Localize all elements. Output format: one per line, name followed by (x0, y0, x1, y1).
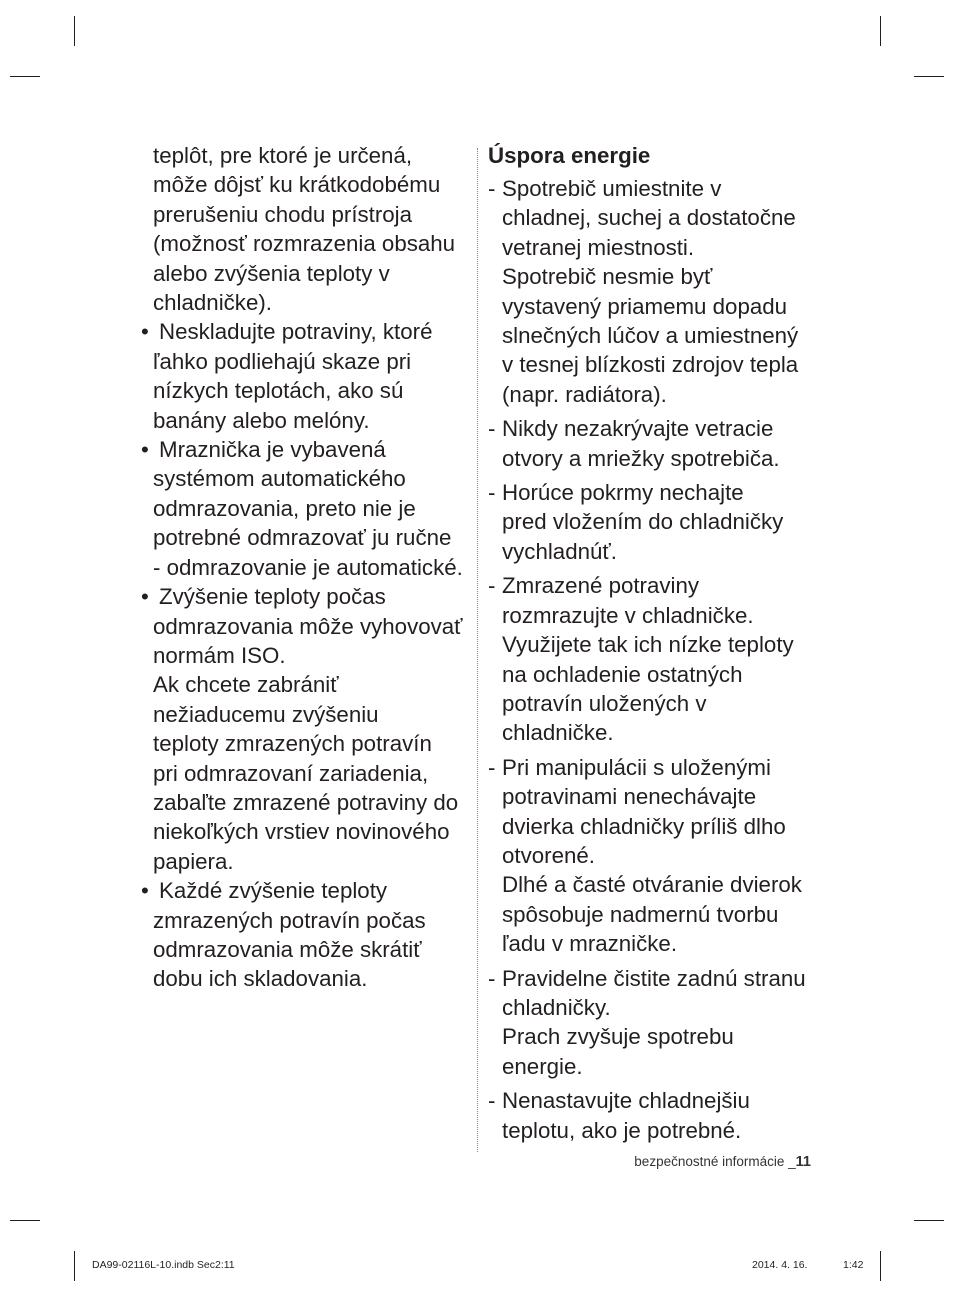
bullet-item (141, 317, 476, 435)
bullet-item (141, 435, 476, 582)
text-line: Pri manipulácii s uloženými (502, 754, 771, 780)
text-line: papiera. (153, 848, 234, 874)
text-line: teplotu, ako je potrebné. (502, 1117, 742, 1143)
text-line: ľahko podliehajú skaze pri (153, 348, 412, 374)
text-line: normám ISO. (153, 642, 286, 668)
text-line: Ak chcete zabrániť (153, 672, 339, 698)
text-line: odmrazovania môže vyhovovať (153, 613, 463, 639)
text-line: Využijete tak ich nízke teploty (502, 632, 794, 658)
dash-icon: - (488, 965, 496, 991)
text-line: na ochladenie ostatných (502, 661, 743, 687)
text-line: vychladnúť. (502, 538, 617, 564)
crop-mark-bottom-left (74, 1251, 75, 1281)
left-column (141, 141, 476, 994)
crop-mark-bottom-right (880, 1251, 881, 1281)
bullet-icon: • (141, 584, 149, 610)
text-line: Nenastavujte chladnejšiu (502, 1088, 750, 1114)
dash-item (488, 1086, 818, 1145)
text-line: slnečných lúčov a umiestnený (502, 323, 799, 349)
crop-mark-bottom-left-h (10, 1220, 40, 1221)
text-line: chladničky. (502, 994, 611, 1020)
slug-file: DA99-02116L-10.indb Sec2:11 (92, 1259, 235, 1271)
text-line: ľadu v mrazničke. (502, 931, 678, 957)
dash-icon: - (488, 754, 496, 780)
text-line: odmrazovania môže skrátiť (153, 936, 422, 962)
text-line: pri odmrazovaní zariadenia, (153, 760, 429, 786)
text-line: Spotrebič nesmie byť (502, 264, 713, 290)
text-line: Spotrebič umiestnite v (502, 176, 722, 201)
text-line: teplôt, pre ktoré je určená, (153, 143, 413, 168)
right-column (488, 141, 818, 1150)
text-line: Zmrazené potraviny (502, 573, 700, 599)
intro-paragraph (141, 141, 476, 317)
bullet-icon: • (141, 878, 149, 904)
text-line: potrebné odmrazovať ju ručne (153, 525, 452, 551)
crop-mark-bottom-right-h (914, 1220, 944, 1221)
text-line: vetranej miestnosti. (502, 234, 695, 260)
dash-icon: - (488, 176, 496, 201)
text-line: Neskladujte potraviny, ktoré (159, 319, 433, 345)
text-line: zmrazených potravín počas (153, 907, 426, 933)
dash-item (488, 478, 818, 566)
text-line: nízkych teplotách, ako sú (153, 378, 404, 404)
text-line: dobu ich skladovania. (153, 966, 368, 992)
text-line: teploty zmrazených potravín (153, 731, 432, 757)
text-line: (možnosť rozmrazenia obsahu (153, 231, 456, 257)
dash-icon: - (488, 573, 496, 599)
text-line: otvory a mriežky spotrebiča. (502, 445, 780, 471)
text-line: Prach zvyšuje spotrebu (502, 1024, 734, 1050)
text-line: odmrazovania, preto nie je (153, 495, 416, 521)
text-line: alebo zvýšenia teploty v (153, 260, 390, 286)
text-line: prerušeniu chodu prístroja (153, 201, 413, 227)
text-line: zabaľte zmrazené potraviny do (153, 789, 459, 815)
column-divider (477, 148, 478, 1152)
dash-item (488, 414, 818, 473)
text-line: potravinami nenechávajte (502, 784, 757, 810)
text-line: Zvýšenie teploty počas (159, 584, 386, 610)
text-line: pred vložením do chladničky (502, 509, 784, 535)
text-line: dvierka chladničky príliš dlho (502, 813, 786, 839)
crop-mark-top-right-h (914, 76, 944, 77)
text-line: môže dôjsť ku krátkodobému (153, 172, 441, 198)
dash-icon: - (488, 416, 496, 442)
text-line: v tesnej blízkosti zdrojov tepla (502, 352, 799, 378)
bullet-item (141, 582, 476, 876)
text-line: Mraznička je vybavená (159, 437, 386, 463)
text-line: otvorené. (502, 842, 595, 868)
dash-item (488, 174, 818, 409)
text-line: Pravidelne čistite zadnú stranu (502, 965, 806, 991)
text-line: nežiaducemu zvýšeniu (153, 701, 379, 727)
text-line: chladničke. (502, 720, 614, 746)
text-line: banány alebo melóny. (153, 407, 370, 433)
dash-item (488, 964, 818, 1082)
section-label: bezpečnostné informácie _ (634, 1154, 796, 1169)
text-line: chladničke). (153, 290, 272, 316)
dash-icon: - (488, 480, 496, 506)
text-line: energie. (502, 1053, 583, 1079)
crop-mark-top-left (74, 16, 75, 46)
text-line: potravín uložených v (502, 690, 707, 716)
text-line: rozmrazujte v chladničke. (502, 602, 754, 628)
bullet-item (141, 876, 476, 994)
text-line: systémom automatického (153, 466, 406, 492)
dash-icon: - (488, 1088, 496, 1114)
text-line: spôsobuje nadmernú tvorbu (502, 901, 779, 927)
dash-item (488, 571, 818, 747)
text-line: chladnej, suchej a dostatočne (502, 205, 796, 231)
bullet-icon: • (141, 437, 149, 463)
bullet-icon: • (141, 319, 149, 345)
text-line: Dlhé a časté otváranie dvierok (502, 872, 802, 898)
dash-item (488, 753, 818, 959)
crop-mark-top-left-h (10, 76, 40, 77)
section-heading: Úspora energie (488, 143, 651, 168)
page-footer (634, 1154, 811, 1170)
slug-date: 2014. 4. 16. (752, 1259, 808, 1271)
text-line: vystavený priamemu dopadu (502, 293, 788, 319)
text-line: - odmrazovanie je automatické. (153, 554, 463, 580)
slug-time: 1:42 (843, 1259, 864, 1271)
text-line: (napr. radiátora). (502, 381, 667, 407)
text-line: niekoľkých vrstiev novinového (153, 819, 450, 845)
text-line: Horúce pokrmy nechajte (502, 480, 744, 506)
text-line: Každé zvýšenie teploty (159, 878, 388, 904)
page-number: 11 (795, 1154, 811, 1170)
text-line: Nikdy nezakrývajte vetracie (502, 416, 774, 442)
crop-mark-top-right (880, 16, 881, 46)
